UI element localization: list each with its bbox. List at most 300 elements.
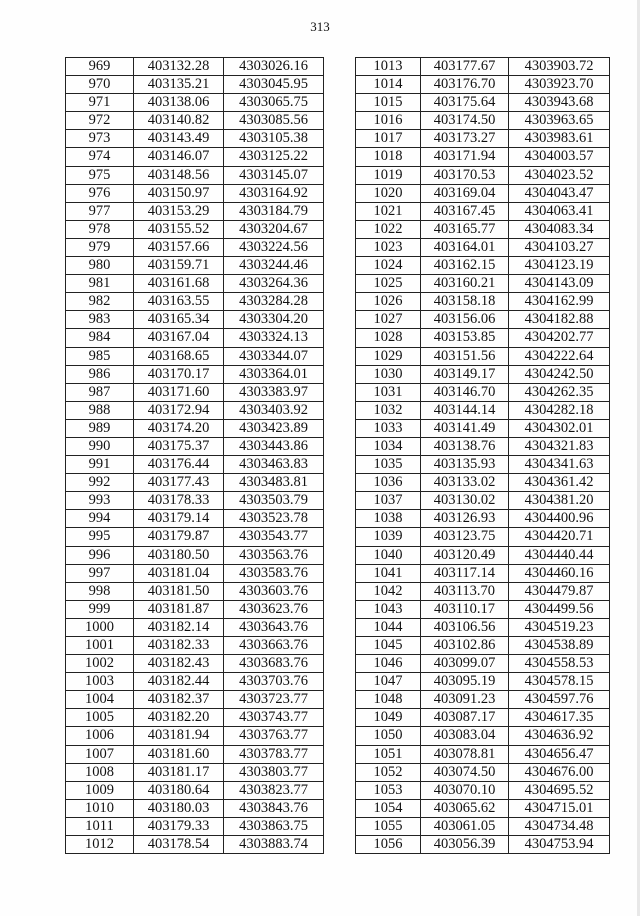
page-number: 313 — [310, 19, 330, 34]
x-coordinate-cell: 403182.44 — [134, 673, 224, 691]
point-number-cell: 1019 — [356, 166, 421, 184]
point-number-cell: 992 — [66, 474, 134, 492]
table-row — [66, 293, 324, 311]
x-coordinate-cell: 403110.17 — [421, 600, 509, 618]
x-coordinate-cell: 403120.49 — [421, 546, 509, 564]
point-number-cell: 1013 — [356, 58, 421, 76]
y-coordinate-cell: 4303224.56 — [224, 238, 324, 256]
x-coordinate-cell: 403177.43 — [134, 474, 224, 492]
table-row — [356, 329, 610, 347]
y-coordinate-cell: 4304400.96 — [509, 510, 610, 528]
point-number-cell: 1020 — [356, 184, 421, 202]
table-row — [66, 184, 324, 202]
x-coordinate-cell: 403091.23 — [421, 691, 509, 709]
x-coordinate-cell: 403070.10 — [421, 781, 509, 799]
table-row — [66, 600, 324, 618]
y-coordinate-cell: 4304558.53 — [509, 655, 610, 673]
point-number-cell: 971 — [66, 94, 134, 112]
point-number-cell: 1010 — [66, 799, 134, 817]
point-number-cell: 1022 — [356, 220, 421, 238]
table-row — [66, 564, 324, 582]
x-coordinate-cell: 403149.17 — [421, 365, 509, 383]
y-coordinate-cell: 4303663.76 — [224, 637, 324, 655]
x-coordinate-cell: 403173.27 — [421, 130, 509, 148]
x-coordinate-cell: 403123.75 — [421, 528, 509, 546]
point-number-cell: 1033 — [356, 419, 421, 437]
y-coordinate-cell: 4304162.99 — [509, 293, 610, 311]
y-coordinate-cell: 4304321.83 — [509, 437, 610, 455]
x-coordinate-cell: 403159.71 — [134, 257, 224, 275]
x-coordinate-cell: 403182.43 — [134, 655, 224, 673]
point-number-cell: 994 — [66, 510, 134, 528]
x-coordinate-cell: 403179.33 — [134, 817, 224, 835]
point-number-cell: 1037 — [356, 492, 421, 510]
point-number-cell: 1042 — [356, 582, 421, 600]
point-number-cell: 1038 — [356, 510, 421, 528]
y-coordinate-cell: 4303383.97 — [224, 383, 324, 401]
y-coordinate-cell: 4303204.67 — [224, 220, 324, 238]
x-coordinate-cell: 403143.49 — [134, 130, 224, 148]
point-number-cell: 1025 — [356, 275, 421, 293]
y-coordinate-cell: 4303284.28 — [224, 293, 324, 311]
table-row — [356, 184, 610, 202]
y-coordinate-cell: 4304083.34 — [509, 220, 610, 238]
point-number-cell: 1016 — [356, 112, 421, 130]
point-number-cell: 1045 — [356, 637, 421, 655]
point-number-cell: 1027 — [356, 311, 421, 329]
table-row — [66, 311, 324, 329]
y-coordinate-cell: 4303703.76 — [224, 673, 324, 691]
x-coordinate-cell: 403171.94 — [421, 148, 509, 166]
y-coordinate-cell: 4303683.76 — [224, 655, 324, 673]
x-coordinate-cell: 403170.53 — [421, 166, 509, 184]
table-row — [66, 94, 324, 112]
x-coordinate-cell: 403144.14 — [421, 401, 509, 419]
point-number-cell: 1006 — [66, 727, 134, 745]
point-number-cell: 1009 — [66, 781, 134, 799]
point-number-cell: 1003 — [66, 673, 134, 691]
table-row — [356, 474, 610, 492]
point-number-cell: 988 — [66, 401, 134, 419]
table-row — [356, 76, 610, 94]
y-coordinate-cell: 4304734.48 — [509, 817, 610, 835]
y-coordinate-cell: 4303863.75 — [224, 817, 324, 835]
y-coordinate-cell: 4303324.13 — [224, 329, 324, 347]
x-coordinate-cell: 403113.70 — [421, 582, 509, 600]
point-number-cell: 1044 — [356, 618, 421, 636]
x-coordinate-cell: 403167.45 — [421, 202, 509, 220]
table-row — [66, 58, 324, 76]
point-number-cell: 1052 — [356, 763, 421, 781]
y-coordinate-cell: 4304381.20 — [509, 492, 610, 510]
point-number-cell: 1001 — [66, 637, 134, 655]
x-coordinate-cell: 403146.07 — [134, 148, 224, 166]
y-coordinate-cell: 4303803.77 — [224, 763, 324, 781]
x-coordinate-cell: 403170.17 — [134, 365, 224, 383]
y-coordinate-cell: 4303723.77 — [224, 691, 324, 709]
y-coordinate-cell: 4303843.76 — [224, 799, 324, 817]
table-row — [66, 130, 324, 148]
table-row — [66, 528, 324, 546]
point-number-cell: 1046 — [356, 655, 421, 673]
point-number-cell: 998 — [66, 582, 134, 600]
point-number-cell: 979 — [66, 238, 134, 256]
point-number-cell: 986 — [66, 365, 134, 383]
point-number-cell: 987 — [66, 383, 134, 401]
point-number-cell: 977 — [66, 202, 134, 220]
x-coordinate-cell: 403158.18 — [421, 293, 509, 311]
coordinates-table-right — [355, 57, 610, 854]
point-number-cell: 1014 — [356, 76, 421, 94]
point-number-cell: 972 — [66, 112, 134, 130]
table-row — [66, 781, 324, 799]
x-coordinate-cell: 403181.94 — [134, 727, 224, 745]
table-row — [356, 799, 610, 817]
y-coordinate-cell: 4303065.75 — [224, 94, 324, 112]
x-coordinate-cell: 403157.66 — [134, 238, 224, 256]
point-number-cell: 999 — [66, 600, 134, 618]
point-number-cell: 1017 — [356, 130, 421, 148]
x-coordinate-cell: 403061.05 — [421, 817, 509, 835]
point-number-cell: 1030 — [356, 365, 421, 383]
x-coordinate-cell: 403165.34 — [134, 311, 224, 329]
y-coordinate-cell: 4303923.70 — [509, 76, 610, 94]
point-number-cell: 996 — [66, 546, 134, 564]
table-row — [66, 401, 324, 419]
y-coordinate-cell: 4304676.00 — [509, 763, 610, 781]
y-coordinate-cell: 4304063.41 — [509, 202, 610, 220]
y-coordinate-cell: 4304043.47 — [509, 184, 610, 202]
x-coordinate-cell: 403165.77 — [421, 220, 509, 238]
point-number-cell: 1007 — [66, 745, 134, 763]
x-coordinate-cell: 403155.52 — [134, 220, 224, 238]
x-coordinate-cell: 403056.39 — [421, 836, 509, 854]
table-row — [356, 130, 610, 148]
y-coordinate-cell: 4303184.79 — [224, 202, 324, 220]
point-number-cell: 993 — [66, 492, 134, 510]
point-number-cell: 1026 — [356, 293, 421, 311]
point-number-cell: 975 — [66, 166, 134, 184]
x-coordinate-cell: 403182.37 — [134, 691, 224, 709]
table-row — [66, 257, 324, 275]
y-coordinate-cell: 4303763.77 — [224, 727, 324, 745]
point-number-cell: 1002 — [66, 655, 134, 673]
point-number-cell: 1050 — [356, 727, 421, 745]
y-coordinate-cell: 4304617.35 — [509, 709, 610, 727]
y-coordinate-cell: 4303823.77 — [224, 781, 324, 799]
point-number-cell: 980 — [66, 257, 134, 275]
x-coordinate-cell: 403175.37 — [134, 437, 224, 455]
table-row — [66, 365, 324, 383]
y-coordinate-cell: 4304103.27 — [509, 238, 610, 256]
point-number-cell: 991 — [66, 456, 134, 474]
y-coordinate-cell: 4303603.76 — [224, 582, 324, 600]
y-coordinate-cell: 4304242.50 — [509, 365, 610, 383]
table-row — [356, 112, 610, 130]
point-number-cell: 1056 — [356, 836, 421, 854]
point-number-cell: 1039 — [356, 528, 421, 546]
point-number-cell: 1029 — [356, 347, 421, 365]
table-row — [66, 166, 324, 184]
y-coordinate-cell: 4303364.01 — [224, 365, 324, 383]
table-row — [66, 492, 324, 510]
point-number-cell: 1043 — [356, 600, 421, 618]
point-number-cell: 1028 — [356, 329, 421, 347]
y-coordinate-cell: 4304479.87 — [509, 582, 610, 600]
y-coordinate-cell: 4304656.47 — [509, 745, 610, 763]
x-coordinate-cell: 403181.60 — [134, 745, 224, 763]
y-coordinate-cell: 4303085.56 — [224, 112, 324, 130]
point-number-cell: 1024 — [356, 257, 421, 275]
table-row — [66, 655, 324, 673]
x-coordinate-cell: 403133.02 — [421, 474, 509, 492]
x-coordinate-cell: 403160.21 — [421, 275, 509, 293]
x-coordinate-cell: 403172.94 — [134, 401, 224, 419]
y-coordinate-cell: 4303125.22 — [224, 148, 324, 166]
x-coordinate-cell: 403182.14 — [134, 618, 224, 636]
x-coordinate-cell: 403151.56 — [421, 347, 509, 365]
x-coordinate-cell: 403180.50 — [134, 546, 224, 564]
table-row — [356, 745, 610, 763]
point-number-cell: 969 — [66, 58, 134, 76]
y-coordinate-cell: 4303045.95 — [224, 76, 324, 94]
x-coordinate-cell: 403083.04 — [421, 727, 509, 745]
table-row — [66, 763, 324, 781]
point-number-cell: 970 — [66, 76, 134, 94]
table-row — [66, 799, 324, 817]
x-coordinate-cell: 403138.06 — [134, 94, 224, 112]
point-number-cell: 1021 — [356, 202, 421, 220]
point-number-cell: 1031 — [356, 383, 421, 401]
point-number-cell: 1047 — [356, 673, 421, 691]
x-coordinate-cell: 403171.60 — [134, 383, 224, 401]
x-coordinate-cell: 403117.14 — [421, 564, 509, 582]
point-number-cell: 1000 — [66, 618, 134, 636]
table-row — [356, 528, 610, 546]
y-coordinate-cell: 4303145.07 — [224, 166, 324, 184]
y-coordinate-cell: 4304222.64 — [509, 347, 610, 365]
table-row — [356, 781, 610, 799]
y-coordinate-cell: 4303903.72 — [509, 58, 610, 76]
x-coordinate-cell: 403174.50 — [421, 112, 509, 130]
y-coordinate-cell: 4304302.01 — [509, 419, 610, 437]
table-row — [66, 76, 324, 94]
x-coordinate-cell: 403181.50 — [134, 582, 224, 600]
point-number-cell: 1055 — [356, 817, 421, 835]
table-row — [66, 275, 324, 293]
point-number-cell: 974 — [66, 148, 134, 166]
point-number-cell: 1053 — [356, 781, 421, 799]
table-row — [66, 836, 324, 854]
point-number-cell: 1015 — [356, 94, 421, 112]
table-row — [66, 745, 324, 763]
y-coordinate-cell: 4303503.79 — [224, 492, 324, 510]
table-row — [356, 600, 610, 618]
table-row — [66, 437, 324, 455]
y-coordinate-cell: 4304753.94 — [509, 836, 610, 854]
x-coordinate-cell: 403095.19 — [421, 673, 509, 691]
y-coordinate-cell: 4304460.16 — [509, 564, 610, 582]
table-row — [356, 166, 610, 184]
y-coordinate-cell: 4303983.61 — [509, 130, 610, 148]
point-number-cell: 1004 — [66, 691, 134, 709]
table-row — [356, 637, 610, 655]
table-row — [356, 691, 610, 709]
x-coordinate-cell: 403176.70 — [421, 76, 509, 94]
table-row — [66, 727, 324, 745]
y-coordinate-cell: 4303244.46 — [224, 257, 324, 275]
table-row — [66, 202, 324, 220]
point-number-cell: 1023 — [356, 238, 421, 256]
table-row — [356, 492, 610, 510]
point-number-cell: 997 — [66, 564, 134, 582]
table-row — [356, 202, 610, 220]
y-coordinate-cell: 4304499.56 — [509, 600, 610, 618]
table-row — [356, 763, 610, 781]
point-number-cell: 1011 — [66, 817, 134, 835]
y-coordinate-cell: 4304597.76 — [509, 691, 610, 709]
point-number-cell: 989 — [66, 419, 134, 437]
table-row — [66, 419, 324, 437]
x-coordinate-cell: 403148.56 — [134, 166, 224, 184]
x-coordinate-cell: 403150.97 — [134, 184, 224, 202]
x-coordinate-cell: 403156.06 — [421, 311, 509, 329]
x-coordinate-cell: 403102.86 — [421, 637, 509, 655]
point-number-cell: 1040 — [356, 546, 421, 564]
y-coordinate-cell: 4303403.92 — [224, 401, 324, 419]
x-coordinate-cell: 403181.04 — [134, 564, 224, 582]
x-coordinate-cell: 403140.82 — [134, 112, 224, 130]
point-number-cell: 990 — [66, 437, 134, 455]
x-coordinate-cell: 403106.56 — [421, 618, 509, 636]
y-coordinate-cell: 4304003.57 — [509, 148, 610, 166]
table-row — [356, 582, 610, 600]
x-coordinate-cell: 403181.17 — [134, 763, 224, 781]
table-row — [356, 510, 610, 528]
y-coordinate-cell: 4304143.09 — [509, 275, 610, 293]
y-coordinate-cell: 4304420.71 — [509, 528, 610, 546]
y-coordinate-cell: 4304578.15 — [509, 673, 610, 691]
x-coordinate-cell: 403138.76 — [421, 437, 509, 455]
x-coordinate-cell: 403182.20 — [134, 709, 224, 727]
point-number-cell: 1036 — [356, 474, 421, 492]
point-number-cell: 984 — [66, 329, 134, 347]
x-coordinate-cell: 403130.02 — [421, 492, 509, 510]
y-coordinate-cell: 4303563.76 — [224, 546, 324, 564]
y-coordinate-cell: 4303623.76 — [224, 600, 324, 618]
y-coordinate-cell: 4303583.76 — [224, 564, 324, 582]
x-coordinate-cell: 403078.81 — [421, 745, 509, 763]
x-coordinate-cell: 403074.50 — [421, 763, 509, 781]
table-row — [356, 456, 610, 474]
y-coordinate-cell: 4304023.52 — [509, 166, 610, 184]
table-row — [66, 329, 324, 347]
y-coordinate-cell: 4304519.23 — [509, 618, 610, 636]
x-coordinate-cell: 403168.65 — [134, 347, 224, 365]
x-coordinate-cell: 403163.55 — [134, 293, 224, 311]
table-row — [66, 691, 324, 709]
x-coordinate-cell: 403180.03 — [134, 799, 224, 817]
table-row — [66, 474, 324, 492]
x-coordinate-cell: 403141.49 — [421, 419, 509, 437]
x-coordinate-cell: 403099.07 — [421, 655, 509, 673]
table-row — [356, 58, 610, 76]
table-row — [356, 257, 610, 275]
table-row — [356, 220, 610, 238]
y-coordinate-cell: 4303643.76 — [224, 618, 324, 636]
y-coordinate-cell: 4303523.78 — [224, 510, 324, 528]
point-number-cell: 983 — [66, 311, 134, 329]
table-row — [356, 546, 610, 564]
table-row — [66, 546, 324, 564]
y-coordinate-cell: 4304123.19 — [509, 257, 610, 275]
point-number-cell: 1008 — [66, 763, 134, 781]
x-coordinate-cell: 403135.93 — [421, 456, 509, 474]
x-coordinate-cell: 403153.85 — [421, 329, 509, 347]
y-coordinate-cell: 4303543.77 — [224, 528, 324, 546]
table-row — [356, 347, 610, 365]
table-row — [66, 456, 324, 474]
y-coordinate-cell: 4303026.16 — [224, 58, 324, 76]
y-coordinate-cell: 4303783.77 — [224, 745, 324, 763]
table-row — [66, 618, 324, 636]
table-row — [356, 618, 610, 636]
y-coordinate-cell: 4304538.89 — [509, 637, 610, 655]
point-number-cell: 982 — [66, 293, 134, 311]
x-coordinate-cell: 403161.68 — [134, 275, 224, 293]
point-number-cell: 978 — [66, 220, 134, 238]
point-number-cell: 1034 — [356, 437, 421, 455]
y-coordinate-cell: 4304695.52 — [509, 781, 610, 799]
x-coordinate-cell: 403132.28 — [134, 58, 224, 76]
x-coordinate-cell: 403162.15 — [421, 257, 509, 275]
y-coordinate-cell: 4303483.81 — [224, 474, 324, 492]
table-row — [356, 148, 610, 166]
table-row — [356, 365, 610, 383]
y-coordinate-cell: 4303164.92 — [224, 184, 324, 202]
table-row — [66, 238, 324, 256]
y-coordinate-cell: 4303105.38 — [224, 130, 324, 148]
x-coordinate-cell: 403174.20 — [134, 419, 224, 437]
x-coordinate-cell: 403164.01 — [421, 238, 509, 256]
table-row — [66, 510, 324, 528]
point-number-cell: 1041 — [356, 564, 421, 582]
table-row — [66, 637, 324, 655]
table-row — [66, 709, 324, 727]
table-row — [356, 817, 610, 835]
table-row — [356, 673, 610, 691]
y-coordinate-cell: 4304361.42 — [509, 474, 610, 492]
table-row — [356, 401, 610, 419]
x-coordinate-cell: 403176.44 — [134, 456, 224, 474]
x-coordinate-cell: 403180.64 — [134, 781, 224, 799]
table-row — [356, 655, 610, 673]
table-row — [356, 419, 610, 437]
table-row — [66, 112, 324, 130]
x-coordinate-cell: 403178.33 — [134, 492, 224, 510]
x-coordinate-cell: 403153.29 — [134, 202, 224, 220]
x-coordinate-cell: 403175.64 — [421, 94, 509, 112]
table-row — [356, 727, 610, 745]
table-row — [356, 709, 610, 727]
y-coordinate-cell: 4303304.20 — [224, 311, 324, 329]
x-coordinate-cell: 403181.87 — [134, 600, 224, 618]
point-number-cell: 1054 — [356, 799, 421, 817]
table-row — [66, 817, 324, 835]
y-coordinate-cell: 4304636.92 — [509, 727, 610, 745]
table-row — [356, 564, 610, 582]
x-coordinate-cell: 403179.14 — [134, 510, 224, 528]
